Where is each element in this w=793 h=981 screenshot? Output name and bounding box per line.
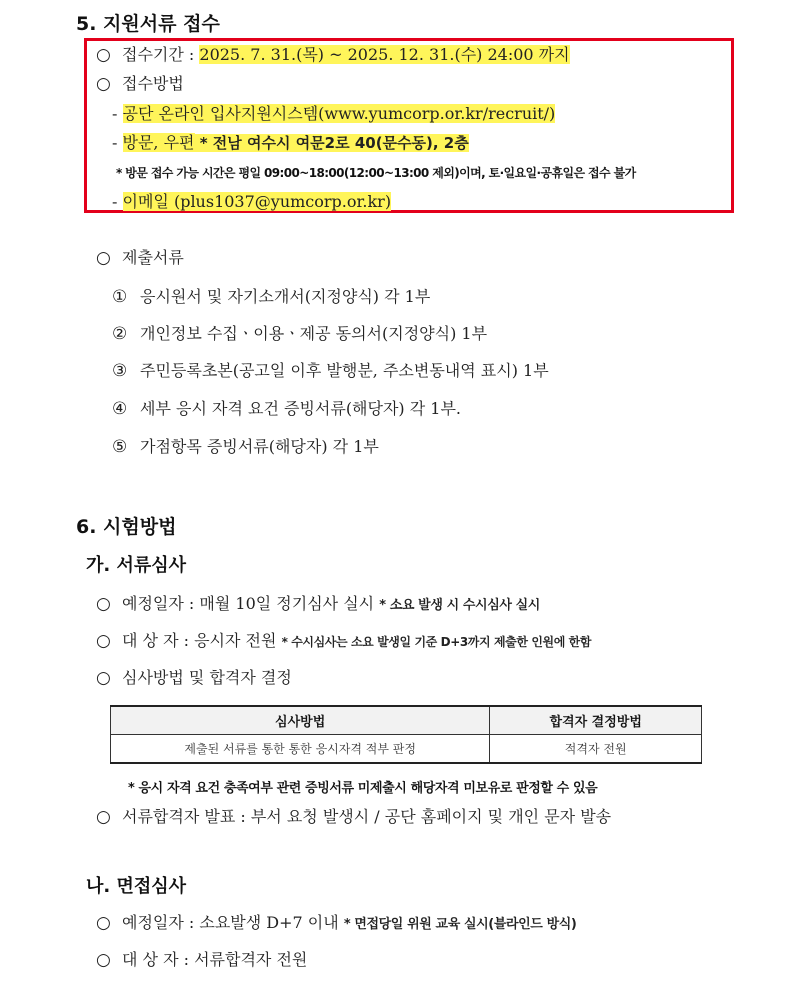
doc-number: ② — [112, 324, 128, 344]
interview-target-row — [96, 947, 307, 970]
doc-item-3 — [112, 358, 549, 381]
interview-target-label: 대 상 자 : 서류합격자 전원 — [122, 950, 308, 969]
circle-bullet-icon: ○ — [96, 631, 111, 651]
table-row — [111, 735, 702, 764]
table-cell: 제출된 서류를 통한 통한 응시자격 적부 판정 — [111, 735, 490, 764]
docs-label: 제출서류 — [122, 248, 184, 267]
circle-bullet-icon: ○ — [96, 248, 111, 268]
circle-bullet-icon: ○ — [96, 74, 111, 94]
section-5-title: 5. 지원서류 접수 — [76, 13, 220, 35]
dash-icon: - — [112, 192, 118, 211]
method-row — [96, 71, 184, 94]
method-visit-address: * 전남 여수시 여문2로 40(문수동), 2층 — [199, 134, 469, 152]
review-target-note: * 수시심사는 소요 발생일 기준 D+3까지 제출한 인원에 한함 — [281, 635, 592, 649]
circle-bullet-icon: ○ — [96, 950, 111, 970]
method-label: 접수방법 — [122, 74, 184, 93]
dash-icon: - — [112, 104, 118, 123]
review-announce-row — [96, 804, 611, 827]
doc-text: 세부 응시 자격 요건 증빙서류(해당자) 각 1부. — [140, 399, 462, 418]
doc-item-2 — [112, 321, 487, 344]
interview-title: 나. 면접심사 — [86, 876, 187, 897]
circle-bullet-icon: ○ — [96, 807, 111, 827]
doc-number: ④ — [112, 399, 128, 419]
method-email-row — [112, 189, 391, 212]
doc-text: 개인정보 수집ㆍ이용ㆍ제공 동의서(지정양식) 1부 — [140, 324, 488, 343]
table-header-cell: 합격자 결정방법 — [490, 706, 702, 735]
circle-bullet-icon: ○ — [96, 668, 111, 688]
visit-time-note: * 방문 접수 가능 시간은 평일 09:00~18:00(12:00~13:00 제외)이며, 토·일요일·공휴일은 접수 불가 — [116, 166, 636, 180]
table-cell: 적격자 전원 — [490, 735, 702, 764]
doc-item-1 — [112, 284, 430, 307]
doc-text: 응시원서 및 자기소개서(지정양식) 각 1부 — [140, 287, 431, 306]
method-visit: 방문, 우편 — [122, 133, 195, 152]
review-method-row — [96, 665, 292, 688]
interview-schedule-row — [96, 910, 576, 933]
interview-schedule-note: * 면접당일 위원 교육 실시(블라인드 방식) — [343, 917, 577, 932]
method-visit-row — [112, 130, 469, 153]
period-row — [96, 42, 570, 65]
review-schedule-label: 예정일자 : 매월 10일 정기심사 실시 — [122, 594, 375, 613]
review-schedule-row — [96, 591, 540, 614]
doc-text: 가점항목 증빙서류(해당자) 각 1부 — [140, 437, 379, 456]
review-target-row — [96, 628, 591, 651]
doc-item-5 — [112, 434, 379, 457]
review-announce-label: 서류합격자 발표 : 부서 요청 발생시 / 공단 홈페이지 및 개인 문자 발송 — [122, 807, 612, 826]
review-method-table — [110, 705, 702, 764]
interview-schedule-label: 예정일자 : 소요발생 D+7 이내 — [122, 913, 339, 932]
method-online-row — [112, 101, 555, 124]
review-method-label: 심사방법 및 합격자 결정 — [122, 668, 292, 687]
doc-number: ① — [112, 287, 128, 307]
doc-number: ③ — [112, 361, 128, 381]
docs-row — [96, 245, 184, 268]
dash-icon: - — [112, 133, 118, 152]
method-online: 공단 온라인 입사지원시스템(www.yumcorp.or.kr/recruit/) — [122, 104, 556, 123]
period-value: 2025. 7. 31.(목) ~ 2025. 12. 31.(수) 24:00 까지 — [199, 45, 570, 64]
circle-bullet-icon: ○ — [96, 594, 111, 614]
table-header-cell: 심사방법 — [111, 706, 490, 735]
doc-text: 주민등록초본(공고일 이후 발행분, 주소변동내역 표시) 1부 — [140, 361, 549, 380]
section-6-title: 6. 시험방법 — [76, 516, 177, 538]
doc-item-4 — [112, 396, 461, 419]
method-email: 이메일 (plus1037@yumcorp.or.kr) — [122, 192, 392, 211]
period-label: 접수기간 : — [122, 45, 200, 64]
review-target-label: 대 상 자 : 응시자 전원 — [122, 631, 277, 650]
circle-bullet-icon: ○ — [96, 45, 111, 65]
doc-number: ⑤ — [112, 437, 128, 457]
review-schedule-note: * 소요 발생 시 수시심사 실시 — [379, 598, 540, 613]
document-review-title: 가. 서류심사 — [86, 555, 187, 576]
circle-bullet-icon: ○ — [96, 913, 111, 933]
table-header-row — [111, 706, 702, 735]
table-note: * 응시 자격 요건 충족여부 관련 증빙서류 미제출시 해당자격 미보유로 판정할 수 있음 — [128, 781, 598, 796]
